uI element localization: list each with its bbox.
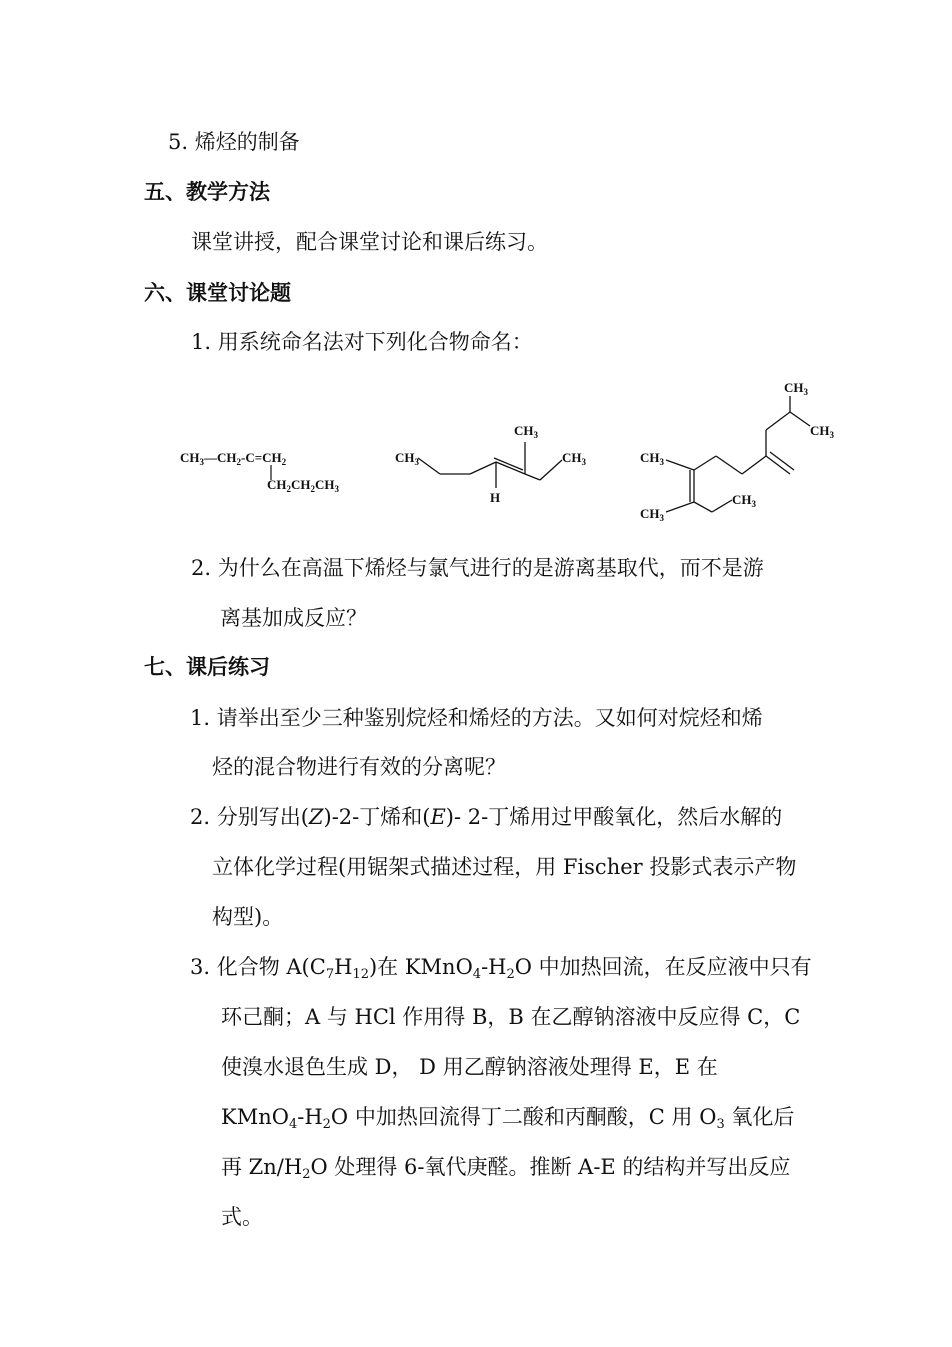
chem-structure-2 — [390, 418, 610, 508]
exercise-text: 使溴水退色生成 D， D 用乙醇钠溶液处理得 E，E 在 — [221, 1055, 718, 1079]
atom-label: CH — [291, 477, 311, 492]
question-2-continued — [220, 604, 367, 632]
exercise-3-continued — [221, 1003, 800, 1031]
question-text: 2. 为什么在高温下烯烃与氯气进行的是游离基取代，而不是游 — [191, 556, 764, 580]
atom-sub: 2 — [281, 457, 287, 467]
text-run: 氧化后 — [724, 1105, 795, 1129]
text-run: 再 Zn/H — [221, 1155, 303, 1179]
heading-text: 五、教学方法 — [144, 179, 270, 204]
text-run: 3. 化合物 A(C — [190, 955, 326, 979]
structure-2-ch3-left: $CH_3$ — [395, 450, 419, 467]
italic-z: Z — [308, 805, 324, 829]
subscript: 12 — [352, 967, 369, 982]
exercise-3-continued-2 — [221, 1053, 718, 1081]
atom-label: CH — [315, 477, 335, 492]
exercise-3-continued-3 — [221, 1103, 794, 1131]
subscript: 3 — [716, 1117, 725, 1132]
atom-sub: 2 — [310, 484, 315, 494]
text-run: -H — [297, 1105, 323, 1129]
exercise-text: 1. 请举出至少三种鉴别烷烃和烯烃的方法。又如何对烷烃和烯 — [190, 706, 763, 730]
exercise-1 — [190, 704, 763, 732]
text-run: )-2-丁烯和( — [323, 805, 431, 829]
atom-label: -C=CH — [241, 450, 282, 465]
exercise-text: 烃的混合物进行有效的分离呢？ — [212, 755, 506, 779]
question-text: 离基加成反应？ — [220, 606, 367, 630]
atom-sub: 2 — [286, 484, 291, 494]
text-run: 2. 分别写出( — [190, 805, 309, 829]
text-run: O 中加热回流得丁二酸和丙酮酸，C 用 O — [330, 1105, 717, 1129]
atom-sub: 3 — [334, 484, 339, 494]
structure-1-branch — [267, 477, 339, 493]
italic-e: E — [430, 805, 446, 829]
exercise-text: 构型)。 — [212, 905, 284, 929]
heading-text: 六、课堂讨论题 — [144, 280, 291, 305]
text-run: H — [334, 955, 353, 979]
structure-3-ch3-top2: $CH_3$ — [810, 423, 834, 440]
structure-3-ch3-left1: $CH_3$ — [640, 450, 664, 467]
question-1 — [191, 328, 533, 356]
subscript: 2 — [322, 1117, 331, 1132]
heading-text: 七、课后练习 — [144, 654, 270, 679]
subscript: 2 — [302, 1167, 311, 1182]
exercise-text: 立体化学过程(用锯架式描述过程，用 Fischer 投影式表示产物 — [212, 855, 797, 879]
exercise-text: 环己酮；A 与 HCl 作用得 B，B 在乙醇钠溶液中反应得 C，C — [221, 1005, 801, 1029]
subscript: 4 — [472, 967, 482, 982]
structure-2-ch3-right: $CH_3$ — [562, 450, 586, 467]
text-olefin-preparation: 5. 烯烃的制备 — [168, 130, 300, 154]
structure-3-ch3-right: $CH_3$ — [732, 492, 756, 509]
exercise-1-continued — [212, 753, 506, 781]
atom-sub: 3 — [199, 457, 204, 467]
structure-2-bonds — [418, 442, 562, 488]
subscript: 7 — [325, 967, 335, 982]
exercise-2-continued — [212, 853, 796, 881]
exercise-text: 式。 — [221, 1205, 263, 1229]
subscript: 2 — [506, 967, 515, 982]
chem-structure-3 — [634, 372, 854, 528]
text-run: )在 KMnO — [368, 955, 473, 979]
text-run: KMnO — [221, 1105, 289, 1129]
structure-3-ch3-top: $CH_3$ — [784, 380, 808, 397]
section-heading-class-discussion — [144, 279, 291, 307]
text-run: O 中加热回流，在反应液中只有 — [514, 955, 812, 979]
exercise-3-continued-4 — [221, 1153, 790, 1181]
atom-label: —CH — [204, 450, 237, 465]
exercise-3 — [190, 953, 812, 981]
paragraph-text: 课堂讲授，配合课堂讨论和课后练习。 — [191, 230, 548, 254]
section-heading-homework — [144, 653, 270, 681]
text-run: O 处理得 6-氧代庚醛。推断 A-E 的结构并写出反应 — [310, 1155, 791, 1179]
structure-2-ch3-top: $CH_3$ — [514, 423, 538, 440]
list-item — [168, 128, 300, 156]
paragraph — [191, 228, 548, 256]
exercise-3-continued-5 — [221, 1203, 263, 1231]
question-2 — [191, 554, 811, 582]
atom-sub: 2 — [236, 457, 241, 467]
structure-2-h: H — [490, 490, 501, 505]
exercise-2 — [190, 803, 782, 831]
structure-3-ch3-left2: $CH_3$ — [640, 506, 664, 523]
subscript: 4 — [288, 1117, 298, 1132]
question-text: 1. 用系统命名法对下列化合物命名： — [191, 330, 533, 354]
section-heading-teaching-method — [144, 178, 270, 206]
atom-label: CH — [267, 477, 287, 492]
atom-label: CH — [180, 450, 200, 465]
exercise-2-continued-2 — [212, 903, 283, 931]
text-run: -H — [481, 955, 507, 979]
text-run: )- 2-丁烯用过甲酸氧化，然后水解的 — [445, 805, 783, 829]
